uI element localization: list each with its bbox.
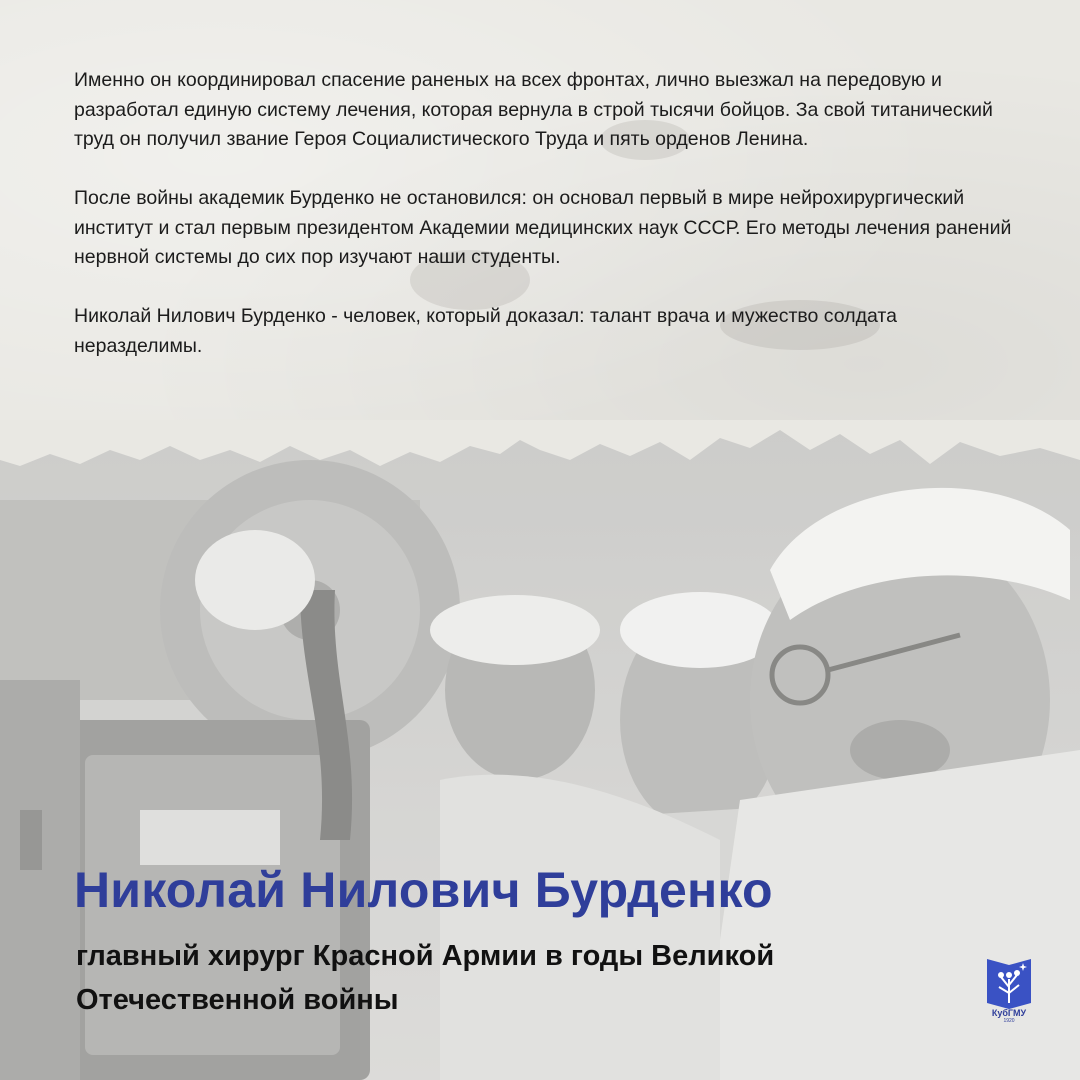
person-role-subtitle: главный хирург Красной Армии в годы Великой Отечественной войны bbox=[76, 940, 775, 1016]
paragraph: После войны академик Бурденко не остановился: он основал первый в мире нейрохирургический институт и стал первым президентом Академии медицинских наук СССР. Его методы лечения ранений нервной системы до сих пор изучают наши студенты. bbox=[74, 187, 1012, 268]
torn-paper-edge bbox=[0, 420, 1080, 500]
body-text bbox=[74, 66, 1024, 391]
paragraph: Именно он координировал спасение раненых на всех фронтах, лично выезжал на передовую и разработал единую систему лечения, которая вернула в строй тысячи бойцов. За свой титанический труд он получил звание Героя Социалистического Труда и пять орденов Ленина. bbox=[74, 69, 993, 150]
logo-year: 1920 bbox=[1003, 1018, 1015, 1024]
paragraph: Николай Нилович Бурденко - человек, который доказал: талант врача и мужество солдата неразделимы. bbox=[74, 305, 897, 357]
person-name-title: Николай Нилович Бурденко bbox=[74, 862, 773, 918]
logo-caption: КубГМУ bbox=[991, 1008, 1027, 1018]
